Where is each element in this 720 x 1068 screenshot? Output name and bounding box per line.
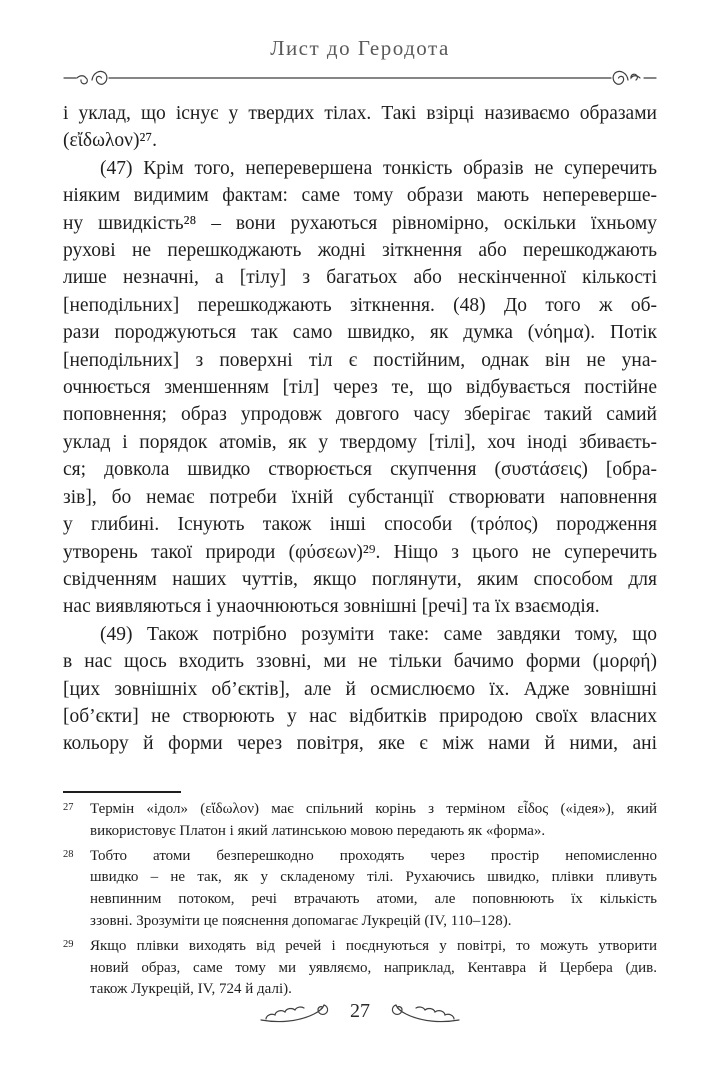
body-line: [неподільних] з поверхні тіл є постійним, однак він не уна-: [63, 349, 657, 371]
body-line: очнюється зменшенням [тіл] через те, що відбувається постійне: [63, 377, 657, 399]
body-line: утворень такої природи (φύσεων)²⁹. Ніщо з цього не суперечить: [63, 541, 657, 563]
footnote-number: 29: [63, 938, 74, 950]
body-text: [63, 100, 657, 758]
footer-swash-right-icon: [386, 997, 460, 1025]
page-header-title: Лист до Геродота: [270, 36, 450, 60]
body-line: (49) Також потрібно розуміти таке: саме завдяки тому, що: [100, 623, 657, 645]
footnote: [63, 846, 657, 933]
body-line: свідченням наших чуттів, якщо поглянути, яким способом для: [63, 568, 657, 590]
body-line: поповнення; образ упродовж довгого часу зберігає такий самий: [63, 404, 657, 426]
body-line: нас виявляються і унаочнюються зовнішні [речі] та їх взаємодія.: [63, 596, 600, 618]
footnote: [63, 799, 657, 843]
flourish-spiral-left-icon: [64, 71, 107, 84]
footnote-number: 27: [63, 802, 74, 813]
header-rule-ornament: [63, 62, 657, 92]
body-line: уклад і порядок атомів, як у твердому [тілі], хоч іноді збиваєть-: [63, 431, 657, 453]
body-line: кольору й форми через повітря, яке є між нами й ними, ані: [63, 733, 657, 755]
footnote-line: 27 Термін «ідол» (εἴδωλον) має спільний корінь з терміном εἶδος («ідея»), який: [90, 799, 657, 821]
body-line: рухові не перешкоджають жодні зіткнення або перешкоджають: [63, 240, 657, 262]
footnote-line: 28 Тобто атоми безперешкодно проходять через простір непомисленно: [90, 846, 657, 868]
footnote-number: 28: [63, 848, 74, 860]
page-number: 27: [350, 999, 370, 1022]
footnote-line: ззовні. Зрозуміти це пояснення допомагає Лукрецій (IV, 110–128).: [90, 912, 512, 929]
footnote-line: використовує Платон і який латинською мовою передають як «форма».: [90, 822, 546, 839]
body-line: (εἴδωλον)²⁷.: [63, 130, 157, 152]
footnote-separator: [63, 791, 181, 793]
body-line: у глибині. Існують також інші способи (τρόπος) породження: [63, 514, 657, 536]
body-line: рази породжуються так само швидко, як думка (νόημα). Потік: [63, 322, 657, 344]
flourish-spiral-right-icon: [613, 71, 656, 84]
body-line: [об’єкти] не створюють у нас відбитків природою своїх власних: [63, 705, 657, 727]
body-line: [цих зовнішніх об’єктів], але й осмислюємо їх. Адже зовнішні: [63, 678, 657, 700]
footnotes: [63, 799, 657, 1004]
body-line: ся; довкола швидко створюється скупчення (συστάσεις) [обра-: [63, 459, 657, 481]
footnote: [63, 936, 657, 1001]
footer-swash-left-icon: [260, 997, 334, 1025]
footnote-line: 29 Якщо плівки виходять від речей і поєднуються у повітрі, то можуть утворити: [90, 936, 657, 958]
page-footer: [0, 997, 720, 1025]
body-line: в нас щось входить ззовні, ми не тільки бачимо форми (μορφή): [63, 651, 657, 673]
body-line: зів], бо немає потреби їхній субстанції створювати наповнення: [63, 486, 657, 508]
body-line: [неподільних] перешкоджають зіткнення. (48) До того ж об-: [63, 294, 657, 316]
body-line: ну швидкість²⁸ – вони рухаються рівномірно, оскільки їхньому: [63, 212, 657, 234]
footnote-line: новий образ, саме тому ми уявляємо, наприклад, Кентавра й Цербера (див.: [90, 959, 657, 976]
footnote-line: також Лукрецій, IV, 724 й далі).: [90, 981, 292, 998]
body-line: і уклад, що існує у твердих тілах. Такі взірці називаємо образами: [63, 103, 657, 124]
body-line: ніяким видимим фактам: саме тому образи мають непереверше-: [63, 185, 657, 207]
body-line: лише незначні, а [тілу] з багатьох або нескінченної кількості: [63, 267, 657, 289]
body-line: (47) Крім того, неперевершена тонкість образів не суперечить: [100, 157, 657, 179]
footnote-line: невпинним потоком, речі втрачають атоми, але поповнюють їх кількість: [90, 891, 657, 908]
footnote-line: швидко – не так, як у складеному тілі. Рухаючись швидко, плівки пливуть: [90, 869, 657, 886]
